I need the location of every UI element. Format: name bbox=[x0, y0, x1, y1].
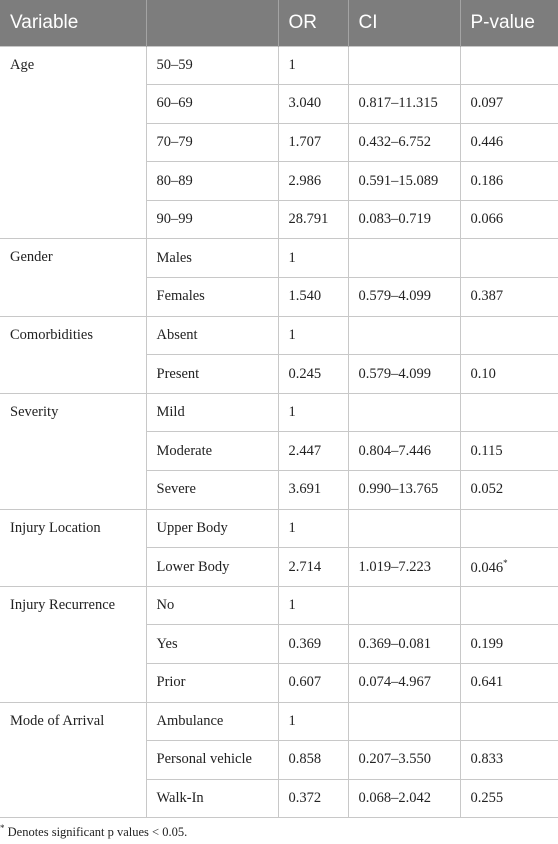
or-cell-text: 0.372 bbox=[288, 790, 322, 807]
level-cell-text: Ambulance bbox=[156, 712, 224, 729]
variable-cell: Gender bbox=[0, 239, 146, 316]
or-cell bbox=[278, 355, 348, 394]
p-value-cell-text: 0.10 bbox=[470, 365, 496, 382]
or-cell bbox=[278, 123, 348, 162]
p-value-cell bbox=[460, 509, 558, 548]
or-cell bbox=[278, 664, 348, 703]
or-cell-text: 2.986 bbox=[288, 172, 322, 189]
level-cell-text: Females bbox=[156, 288, 205, 305]
header-ci: CI bbox=[348, 0, 460, 46]
p-value-cell bbox=[460, 393, 558, 432]
p-value-cell-text: 0.186 bbox=[470, 172, 504, 189]
ci-cell bbox=[348, 239, 460, 278]
level-cell bbox=[146, 278, 278, 317]
p-value-cell bbox=[460, 548, 558, 587]
p-value-cell bbox=[460, 162, 558, 201]
table-row bbox=[0, 393, 558, 432]
p-value-cell bbox=[460, 741, 558, 780]
level-cell bbox=[146, 779, 278, 818]
ci-cell-text: 0.432–6.752 bbox=[358, 133, 431, 150]
or-cell-text: 0.245 bbox=[288, 365, 322, 382]
p-value-cell-text: 0.115 bbox=[470, 442, 503, 459]
level-cell bbox=[146, 664, 278, 703]
level-cell bbox=[146, 46, 278, 85]
p-value-cell bbox=[460, 278, 558, 317]
p-value-cell bbox=[460, 432, 558, 471]
table-row bbox=[0, 509, 558, 548]
ci-cell bbox=[348, 123, 460, 162]
or-cell bbox=[278, 741, 348, 780]
ci-cell bbox=[348, 625, 460, 664]
level-cell-text: Personal vehicle bbox=[156, 751, 252, 768]
ci-cell-text: 0.083–0.719 bbox=[358, 211, 431, 228]
level-cell-text: Absent bbox=[156, 326, 198, 343]
level-cell bbox=[146, 741, 278, 780]
ci-cell bbox=[348, 432, 460, 471]
or-cell bbox=[278, 239, 348, 278]
ci-cell-text: 0.591–15.089 bbox=[358, 172, 439, 189]
level-cell bbox=[146, 85, 278, 124]
or-cell-text: 2.714 bbox=[288, 558, 322, 575]
table-row bbox=[0, 46, 558, 85]
ci-cell bbox=[348, 355, 460, 394]
or-cell-text: 3.040 bbox=[288, 95, 322, 112]
or-cell bbox=[278, 586, 348, 625]
p-value-cell-text: 0.255 bbox=[470, 790, 504, 807]
level-cell-text: Walk-In bbox=[156, 790, 204, 807]
or-cell bbox=[278, 548, 348, 587]
or-cell-text: 1 bbox=[288, 712, 296, 729]
footnote-mark: * bbox=[0, 823, 5, 833]
table-row bbox=[0, 702, 558, 741]
or-cell-text: 1 bbox=[288, 597, 296, 614]
level-cell-text: 70–79 bbox=[156, 133, 193, 150]
p-value-cell bbox=[460, 471, 558, 510]
ci-cell-text: 0.990–13.765 bbox=[358, 481, 439, 498]
ci-cell bbox=[348, 46, 460, 85]
ci-cell-text: 0.579–4.099 bbox=[358, 288, 431, 305]
ci-cell-text: 0.207–3.550 bbox=[358, 751, 431, 768]
table-row bbox=[0, 586, 558, 625]
significance-mark: * bbox=[503, 557, 508, 568]
ci-cell-text: 0.369–0.081 bbox=[358, 635, 431, 652]
level-cell bbox=[146, 355, 278, 394]
ci-cell bbox=[348, 162, 460, 201]
ci-cell bbox=[348, 779, 460, 818]
ci-cell-text: 0.804–7.446 bbox=[358, 442, 431, 459]
header-row bbox=[0, 0, 558, 46]
or-cell-text: 28.791 bbox=[288, 211, 329, 228]
footnote bbox=[0, 823, 187, 840]
ci-cell bbox=[348, 548, 460, 587]
or-cell-text: 3.691 bbox=[288, 481, 322, 498]
variable-cell: Injury Recurrence bbox=[0, 586, 146, 702]
level-cell-text: Males bbox=[156, 249, 192, 266]
p-value-cell-text: 0.833 bbox=[470, 751, 504, 768]
p-value-cell bbox=[460, 85, 558, 124]
or-cell bbox=[278, 702, 348, 741]
variable-cell: Severity bbox=[0, 393, 146, 509]
p-value-cell bbox=[460, 123, 558, 162]
p-value-cell bbox=[460, 355, 558, 394]
level-cell bbox=[146, 316, 278, 355]
or-cell-text: 1.540 bbox=[288, 288, 322, 305]
level-cell bbox=[146, 239, 278, 278]
footnote-text: Denotes significant p values < 0.05. bbox=[4, 825, 188, 840]
or-cell-text: 2.447 bbox=[288, 442, 322, 459]
level-cell-text: Prior bbox=[156, 674, 186, 691]
or-cell-text: 1.707 bbox=[288, 133, 322, 150]
level-cell-text: Severe bbox=[156, 481, 196, 498]
ci-cell bbox=[348, 278, 460, 317]
variable-cell: Comorbidities bbox=[0, 316, 146, 393]
level-cell-text: Moderate bbox=[156, 442, 213, 459]
or-cell-text: 0.607 bbox=[288, 674, 322, 691]
ci-cell bbox=[348, 200, 460, 239]
or-cell bbox=[278, 625, 348, 664]
level-cell bbox=[146, 548, 278, 587]
header-or: OR bbox=[278, 0, 348, 46]
ci-cell bbox=[348, 741, 460, 780]
p-value-cell bbox=[460, 200, 558, 239]
ci-cell bbox=[348, 586, 460, 625]
p-value-cell bbox=[460, 316, 558, 355]
or-cell-text: 1 bbox=[288, 519, 296, 536]
table-row bbox=[0, 316, 558, 355]
p-value-cell-text: 0.046 bbox=[470, 559, 504, 576]
level-cell bbox=[146, 702, 278, 741]
ci-cell-text: 0.579–4.099 bbox=[358, 365, 431, 382]
p-value-cell-text: 0.052 bbox=[470, 481, 504, 498]
level-cell bbox=[146, 471, 278, 510]
p-value-cell bbox=[460, 239, 558, 278]
level-cell bbox=[146, 509, 278, 548]
level-cell-text: Yes bbox=[156, 635, 178, 652]
p-value-cell bbox=[460, 625, 558, 664]
table-row bbox=[0, 239, 558, 278]
ci-cell bbox=[348, 471, 460, 510]
ci-cell bbox=[348, 664, 460, 703]
p-value-cell bbox=[460, 46, 558, 85]
level-cell-text: Lower Body bbox=[156, 558, 230, 575]
p-value-cell-text: 0.066 bbox=[470, 211, 504, 228]
level-cell bbox=[146, 200, 278, 239]
ci-cell bbox=[348, 85, 460, 124]
or-cell-text: 0.369 bbox=[288, 635, 322, 652]
or-cell-text: 1 bbox=[288, 249, 296, 266]
p-value-cell bbox=[460, 702, 558, 741]
level-cell-text: Mild bbox=[156, 404, 185, 421]
header-variable: Variable bbox=[10, 11, 79, 33]
level-cell-text: 50–59 bbox=[156, 56, 193, 73]
or-cell bbox=[278, 509, 348, 548]
header-p-value: P-value bbox=[460, 0, 558, 46]
or-cell-text: 1 bbox=[288, 56, 296, 73]
or-cell bbox=[278, 316, 348, 355]
or-cell bbox=[278, 471, 348, 510]
header-level bbox=[146, 0, 278, 46]
p-value-cell-text: 0.097 bbox=[470, 95, 504, 112]
ci-cell-text: 0.074–4.967 bbox=[358, 674, 431, 691]
level-cell-text: 60–69 bbox=[156, 95, 193, 112]
or-cell bbox=[278, 393, 348, 432]
or-cell bbox=[278, 46, 348, 85]
variable-cell: Injury Location bbox=[0, 509, 146, 586]
or-cell bbox=[278, 779, 348, 818]
ci-cell bbox=[348, 316, 460, 355]
ci-cell-text: 0.068–2.042 bbox=[358, 790, 431, 807]
p-value-cell-text: 0.446 bbox=[470, 133, 504, 150]
p-value-cell bbox=[460, 586, 558, 625]
level-cell-text: 90–99 bbox=[156, 211, 193, 228]
or-cell bbox=[278, 85, 348, 124]
or-cell bbox=[278, 162, 348, 201]
level-cell-text: No bbox=[156, 597, 175, 614]
ci-cell-text: 0.817–11.315 bbox=[358, 95, 438, 112]
or-cell-text: 0.858 bbox=[288, 751, 322, 768]
ci-cell bbox=[348, 509, 460, 548]
level-cell bbox=[146, 123, 278, 162]
variable-cell: Age bbox=[0, 46, 146, 239]
level-cell bbox=[146, 162, 278, 201]
p-value-cell bbox=[460, 779, 558, 818]
p-value-cell-text: 0.641 bbox=[470, 674, 504, 691]
p-value-cell-text: 0.387 bbox=[470, 288, 504, 305]
level-cell-text: Upper Body bbox=[156, 519, 228, 536]
or-cell-text: 1 bbox=[288, 404, 296, 421]
p-value-cell-text: 0.199 bbox=[470, 635, 504, 652]
ci-cell bbox=[348, 393, 460, 432]
or-cell bbox=[278, 200, 348, 239]
level-cell-text: 80–89 bbox=[156, 172, 193, 189]
or-cell bbox=[278, 278, 348, 317]
level-cell bbox=[146, 625, 278, 664]
level-cell bbox=[146, 586, 278, 625]
table-header bbox=[0, 0, 558, 46]
level-cell-text: Present bbox=[156, 365, 200, 382]
or-cell bbox=[278, 432, 348, 471]
table-body bbox=[0, 46, 558, 818]
level-cell bbox=[146, 432, 278, 471]
ci-cell bbox=[348, 702, 460, 741]
or-cell-text: 1 bbox=[288, 326, 296, 343]
level-cell bbox=[146, 393, 278, 432]
ci-cell-text: 1.019–7.223 bbox=[358, 558, 431, 575]
variable-cell: Mode of Arrival bbox=[0, 702, 146, 818]
p-value-cell bbox=[460, 664, 558, 703]
